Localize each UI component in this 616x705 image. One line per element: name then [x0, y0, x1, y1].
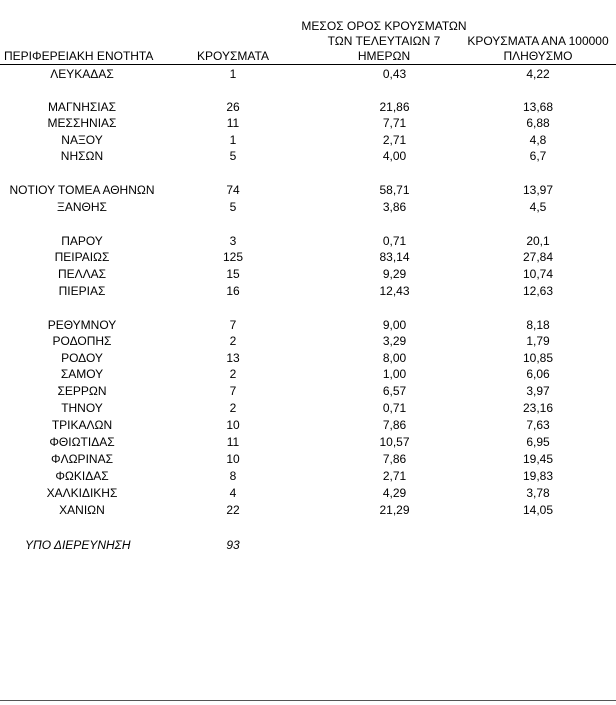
region-cell: ΛΕΥΚΑΔΑΣ [50, 67, 114, 81]
per-100000-cell: 4,8 [529, 133, 547, 147]
cases-cell: 11 [226, 116, 240, 130]
region-cell: ΦΩΚΙΔΑΣ [55, 469, 109, 483]
average-cell: 0,71 [382, 401, 407, 415]
cases-cell: 13 [226, 351, 240, 365]
header-per-line-2: ΠΛΗΘΥΣΜΟ [503, 49, 573, 63]
cases-cell: 2 [229, 334, 237, 348]
average-cell: 4,00 [382, 149, 407, 163]
region-cell: ΣΕΡΡΩΝ [57, 384, 107, 398]
region-cell: ΠΙΕΡΙΑΣ [58, 284, 106, 298]
cases-cell: 16 [226, 284, 240, 298]
per-100000-cell: 20,1 [526, 234, 550, 248]
per-100000-cell: 3,78 [526, 486, 550, 500]
average-cell: 2,71 [382, 133, 407, 147]
per-100000-cell: 4,5 [529, 200, 547, 214]
cases-cell: 74 [226, 183, 240, 197]
per-100000-cell: 6,95 [526, 435, 550, 449]
cases-cell: 5 [229, 200, 237, 214]
table-row [0, 66, 616, 82]
average-cell: 7,86 [382, 452, 407, 466]
cases-cell: 7 [229, 318, 237, 332]
table-row [0, 132, 616, 148]
per-100000-cell: 1,79 [526, 334, 550, 348]
cases-cell: 2 [229, 401, 237, 415]
header-per-line-1: ΚΡΟΥΣΜΑΤΑ ΑΝΑ 100000 [467, 34, 609, 48]
region-cell: ΞΑΝΘΗΣ [57, 200, 107, 214]
table-row [0, 283, 616, 299]
header-cases: ΚΡΟΥΣΜΑΤΑ [197, 49, 269, 63]
header-average-line-1: ΜΕΣΟΣ ΟΡΟΣ ΚΡΟΥΣΜΑΤΩΝ [301, 19, 467, 33]
region-cell: ΧΑΛΚΙΔΙΚΗΣ [46, 486, 118, 500]
table-row [0, 333, 616, 349]
average-cell: 0,71 [382, 234, 407, 248]
average-cell: 4,29 [382, 486, 407, 500]
region-cell: ΤΡΙΚΑΛΩΝ [51, 418, 113, 432]
cases-cell: 5 [229, 149, 237, 163]
under-investigation-label: ΥΠΟ ΔΙΕΡΕΥΝΗΣΗ [25, 538, 131, 552]
per-100000-cell: 10,74 [522, 267, 554, 281]
region-cell: ΠΑΡΟΥ [61, 234, 103, 248]
per-100000-cell: 6,88 [526, 116, 550, 130]
cases-cell: 125 [222, 250, 244, 264]
region-cell: ΣΑΜΟΥ [60, 367, 104, 381]
region-cell: ΤΗΝΟΥ [61, 401, 103, 415]
table-row [0, 383, 616, 399]
table-row [0, 249, 616, 265]
per-100000-cell: 19,83 [522, 469, 554, 483]
per-100000-cell: 23,16 [522, 401, 554, 415]
header-average-7-days [298, 19, 470, 64]
average-cell: 1,00 [382, 367, 407, 381]
average-cell: 83,14 [379, 250, 410, 264]
table-row [0, 468, 616, 484]
table-row [0, 115, 616, 131]
per-100000-cell: 13,68 [522, 100, 554, 114]
region-cell: ΜΕΣΣΗΝΙΑΣ [47, 116, 117, 130]
per-100000-cell: 19,45 [522, 452, 554, 466]
per-100000-cell: 13,97 [522, 183, 554, 197]
per-100000-cell: 4,22 [526, 67, 550, 81]
average-cell: 58,71 [379, 183, 410, 197]
table-row [0, 400, 616, 416]
region-cell: ΧΑΝΙΩΝ [59, 503, 105, 517]
table-row [0, 485, 616, 501]
average-cell: 3,29 [382, 334, 407, 348]
cases-cell: 10 [226, 452, 240, 466]
average-cell: 2,71 [382, 469, 407, 483]
cases-cell: 1 [229, 67, 237, 81]
header-cases-per-100000 [458, 34, 616, 64]
average-cell: 7,71 [382, 116, 407, 130]
cases-cell: 15 [226, 267, 240, 281]
table-row [0, 317, 616, 333]
region-cell: ΦΘΙΩΤΙΔΑΣ [49, 435, 115, 449]
average-cell: 7,86 [382, 418, 407, 432]
table-row [0, 350, 616, 366]
table-row [0, 148, 616, 164]
under-investigation-value: 93 [226, 538, 240, 552]
table-row [0, 99, 616, 115]
cases-cell: 1 [229, 133, 237, 147]
region-cell: ΠΕΛΛΑΣ [57, 267, 107, 281]
cases-cell: 7 [229, 384, 237, 398]
header-average-line-2: ΤΩΝ ΤΕΛΕΥΤΑΙΩΝ 7 [327, 34, 441, 48]
per-100000-cell: 27,84 [522, 250, 554, 264]
average-cell: 6,57 [382, 384, 407, 398]
cases-cell: 8 [229, 469, 237, 483]
per-100000-cell: 3,97 [526, 384, 550, 398]
region-cell: ΦΛΩΡΙΝΑΣ [51, 452, 113, 466]
per-100000-cell: 8,18 [526, 318, 550, 332]
per-100000-cell: 6,06 [526, 367, 550, 381]
cases-cell: 22 [226, 503, 240, 517]
average-cell: 3,86 [382, 200, 407, 214]
region-cell: ΝΗΣΩΝ [60, 149, 104, 163]
cases-cell: 26 [226, 100, 240, 114]
table-row [0, 366, 616, 382]
table-row [0, 199, 616, 215]
cases-cell: 4 [229, 486, 237, 500]
average-cell: 8,00 [382, 351, 407, 365]
per-100000-cell: 6,7 [529, 149, 547, 163]
table-row [0, 182, 616, 198]
average-cell: 9,29 [382, 267, 407, 281]
cases-cell: 3 [229, 234, 237, 248]
average-column-divider [326, 64, 463, 65]
average-cell: 10,57 [379, 435, 410, 449]
cases-cell: 2 [229, 367, 237, 381]
table-row [0, 502, 616, 518]
per-100000-cell: 12,63 [522, 284, 554, 298]
table-row [0, 266, 616, 282]
table-row [0, 233, 616, 249]
region-cell: ΝΑΞΟΥ [61, 133, 103, 147]
region-cell: ΡΕΘΥΜΝΟΥ [47, 318, 117, 332]
table-row [0, 451, 616, 467]
average-cell: 21,29 [379, 503, 410, 517]
average-cell: 12,43 [379, 284, 410, 298]
cases-cell: 11 [226, 435, 240, 449]
region-cell: ΠΕΙΡΑΙΩΣ [54, 250, 110, 264]
average-cell: 9,00 [382, 318, 407, 332]
cases-cell: 10 [226, 418, 240, 432]
region-cell: ΡΟΔΟΠΗΣ [52, 334, 112, 348]
bottom-divider [0, 700, 616, 701]
per-100000-cell: 14,05 [522, 503, 554, 517]
header-average-line-3: ΗΜΕΡΩΝ [357, 49, 411, 63]
region-cell: ΝΟΤΙΟΥ ΤΟΜΕΑ ΑΘΗΝΩΝ [9, 183, 155, 197]
table-row [0, 417, 616, 433]
per-100000-cell: 7,63 [526, 418, 550, 432]
region-cell: ΡΟΔΟΥ [61, 351, 103, 365]
average-cell: 0,43 [382, 67, 407, 81]
per-100000-cell: 10,85 [522, 351, 554, 365]
table-row [0, 434, 616, 450]
header-divider [0, 64, 616, 65]
header-region: ΠΕΡΙΦΕΡΕΙΑΚΗ ΕΝΟΤΗΤΑ [4, 49, 154, 63]
region-cell: ΜΑΓΝΗΣΙΑΣ [47, 100, 117, 114]
average-cell: 21,86 [379, 100, 410, 114]
